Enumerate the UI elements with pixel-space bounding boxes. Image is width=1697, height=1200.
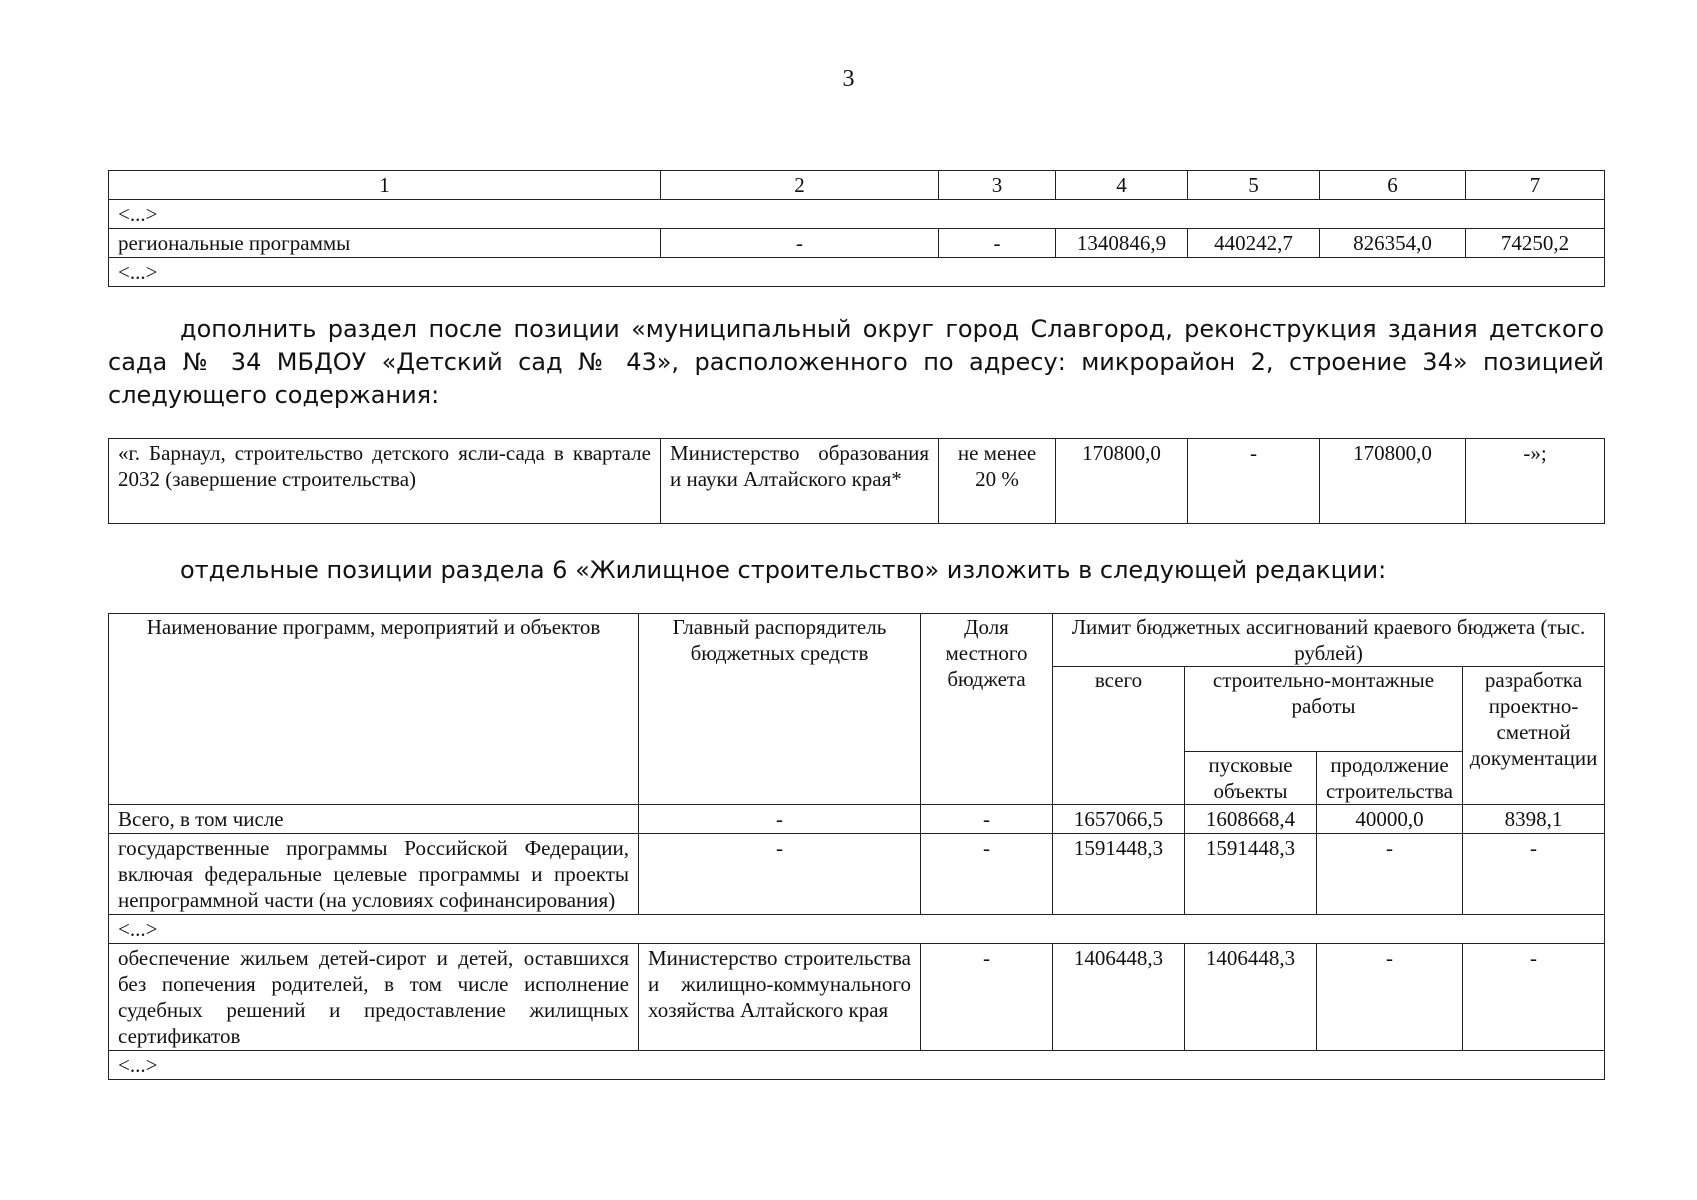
manager-cell: Министерство образования и науки Алтайского края* [661, 439, 939, 524]
paragraph: дополнить раздел после позиции «муниципальный округ город Славгород, реконструкция здания детского сада № 34 МБДОУ «Детский сад № 43», расположенного по адресу: микрорайон 2, строение 34» позицией следующего содержания: [108, 315, 1604, 409]
table-row [109, 439, 1605, 524]
cell: 1657066,5 [1053, 805, 1185, 834]
cell: - [921, 834, 1053, 915]
cell: - [1188, 439, 1320, 524]
ellipsis-row [109, 1051, 1605, 1080]
manager-cell: Министерство строительства и жилищно-коммунального хозяйства Алтайского края [639, 944, 921, 1051]
continuation-table [108, 170, 1605, 287]
header-limit: Лимит бюджетных ассигнований краевого бюджета (тыс. рублей) [1053, 614, 1605, 667]
cell: - [1317, 944, 1463, 1051]
cell: 1406448,3 [1053, 944, 1185, 1051]
table-row [109, 229, 1605, 258]
column-number: 1 [109, 171, 661, 200]
cell: не менее 20 % [939, 439, 1056, 524]
row-name: обеспечение жильем детей-сирот и детей, оставшихся без попечения родителей, в том числе исполнение судебных решений и предоставление жилищных сертификатов [109, 944, 639, 1051]
ellipsis-row [109, 258, 1605, 287]
cell: -»; [1466, 439, 1605, 524]
cell: - [1317, 834, 1463, 915]
header-design: разработка проектно-сметной документации [1463, 667, 1605, 805]
cell: - [639, 834, 921, 915]
cell: - [639, 805, 921, 834]
column-number: 3 [939, 171, 1056, 200]
header-share: Доля местного бюджета [921, 614, 1053, 805]
cell: 74250,2 [1466, 229, 1605, 258]
table-row [109, 834, 1605, 915]
cell: - [921, 944, 1053, 1051]
ellipsis: <...> [109, 1051, 1605, 1080]
cell: 170800,0 [1320, 439, 1466, 524]
ellipsis-row [109, 915, 1605, 944]
cell: 8398,1 [1463, 805, 1605, 834]
row-name: «г. Барнаул, строительство детского ясли-сада в квартале 2032 (завершение строительства) [109, 439, 661, 524]
cell: 1608668,4 [1185, 805, 1317, 834]
cell: 1591448,3 [1185, 834, 1317, 915]
ellipsis-row [109, 200, 1605, 229]
cell: 1406448,3 [1185, 944, 1317, 1051]
header-launch: пусковые объекты [1185, 752, 1317, 805]
header-row [109, 614, 1605, 667]
table-row [109, 944, 1605, 1051]
column-number: 7 [1466, 171, 1605, 200]
cell: 40000,0 [1317, 805, 1463, 834]
paragraph: отдельные позиции раздела 6 «Жилищное строительство» изложить в следующей редакции: [180, 556, 1387, 584]
column-number: 5 [1188, 171, 1320, 200]
column-number-row [109, 171, 1605, 200]
cell: 1340846,9 [1056, 229, 1188, 258]
header-name: Наименование программ, мероприятий и объектов [109, 614, 639, 805]
cell: 440242,7 [1188, 229, 1320, 258]
row-name: государственные программы Российской Федерации, включая федеральные целевые программы и проекты непрограммной части (на условиях софинансирования) [109, 834, 639, 915]
cell: - [1463, 944, 1605, 1051]
column-number: 6 [1320, 171, 1466, 200]
page-number: 3 [842, 66, 855, 92]
ellipsis: <...> [109, 200, 1605, 229]
insert-table [108, 438, 1605, 524]
table-row [109, 805, 1605, 834]
ellipsis: <...> [109, 258, 1605, 287]
column-number: 4 [1056, 171, 1188, 200]
column-number: 2 [661, 171, 939, 200]
header-total: всего [1053, 667, 1185, 805]
header-construction: строительно-монтажные работы [1185, 667, 1463, 752]
header-continuation: продолжение строительства [1317, 752, 1463, 805]
housing-table [108, 613, 1605, 1080]
header-manager: Главный распорядитель бюджетных средств [639, 614, 921, 805]
cell: 1591448,3 [1053, 834, 1185, 915]
cell: - [939, 229, 1056, 258]
cell: - [921, 805, 1053, 834]
cell: 826354,0 [1320, 229, 1466, 258]
row-name: региональные программы [109, 229, 661, 258]
cell: 170800,0 [1056, 439, 1188, 524]
row-name: Всего, в том числе [109, 805, 639, 834]
cell: - [661, 229, 939, 258]
cell: - [1463, 834, 1605, 915]
ellipsis: <...> [109, 915, 1605, 944]
